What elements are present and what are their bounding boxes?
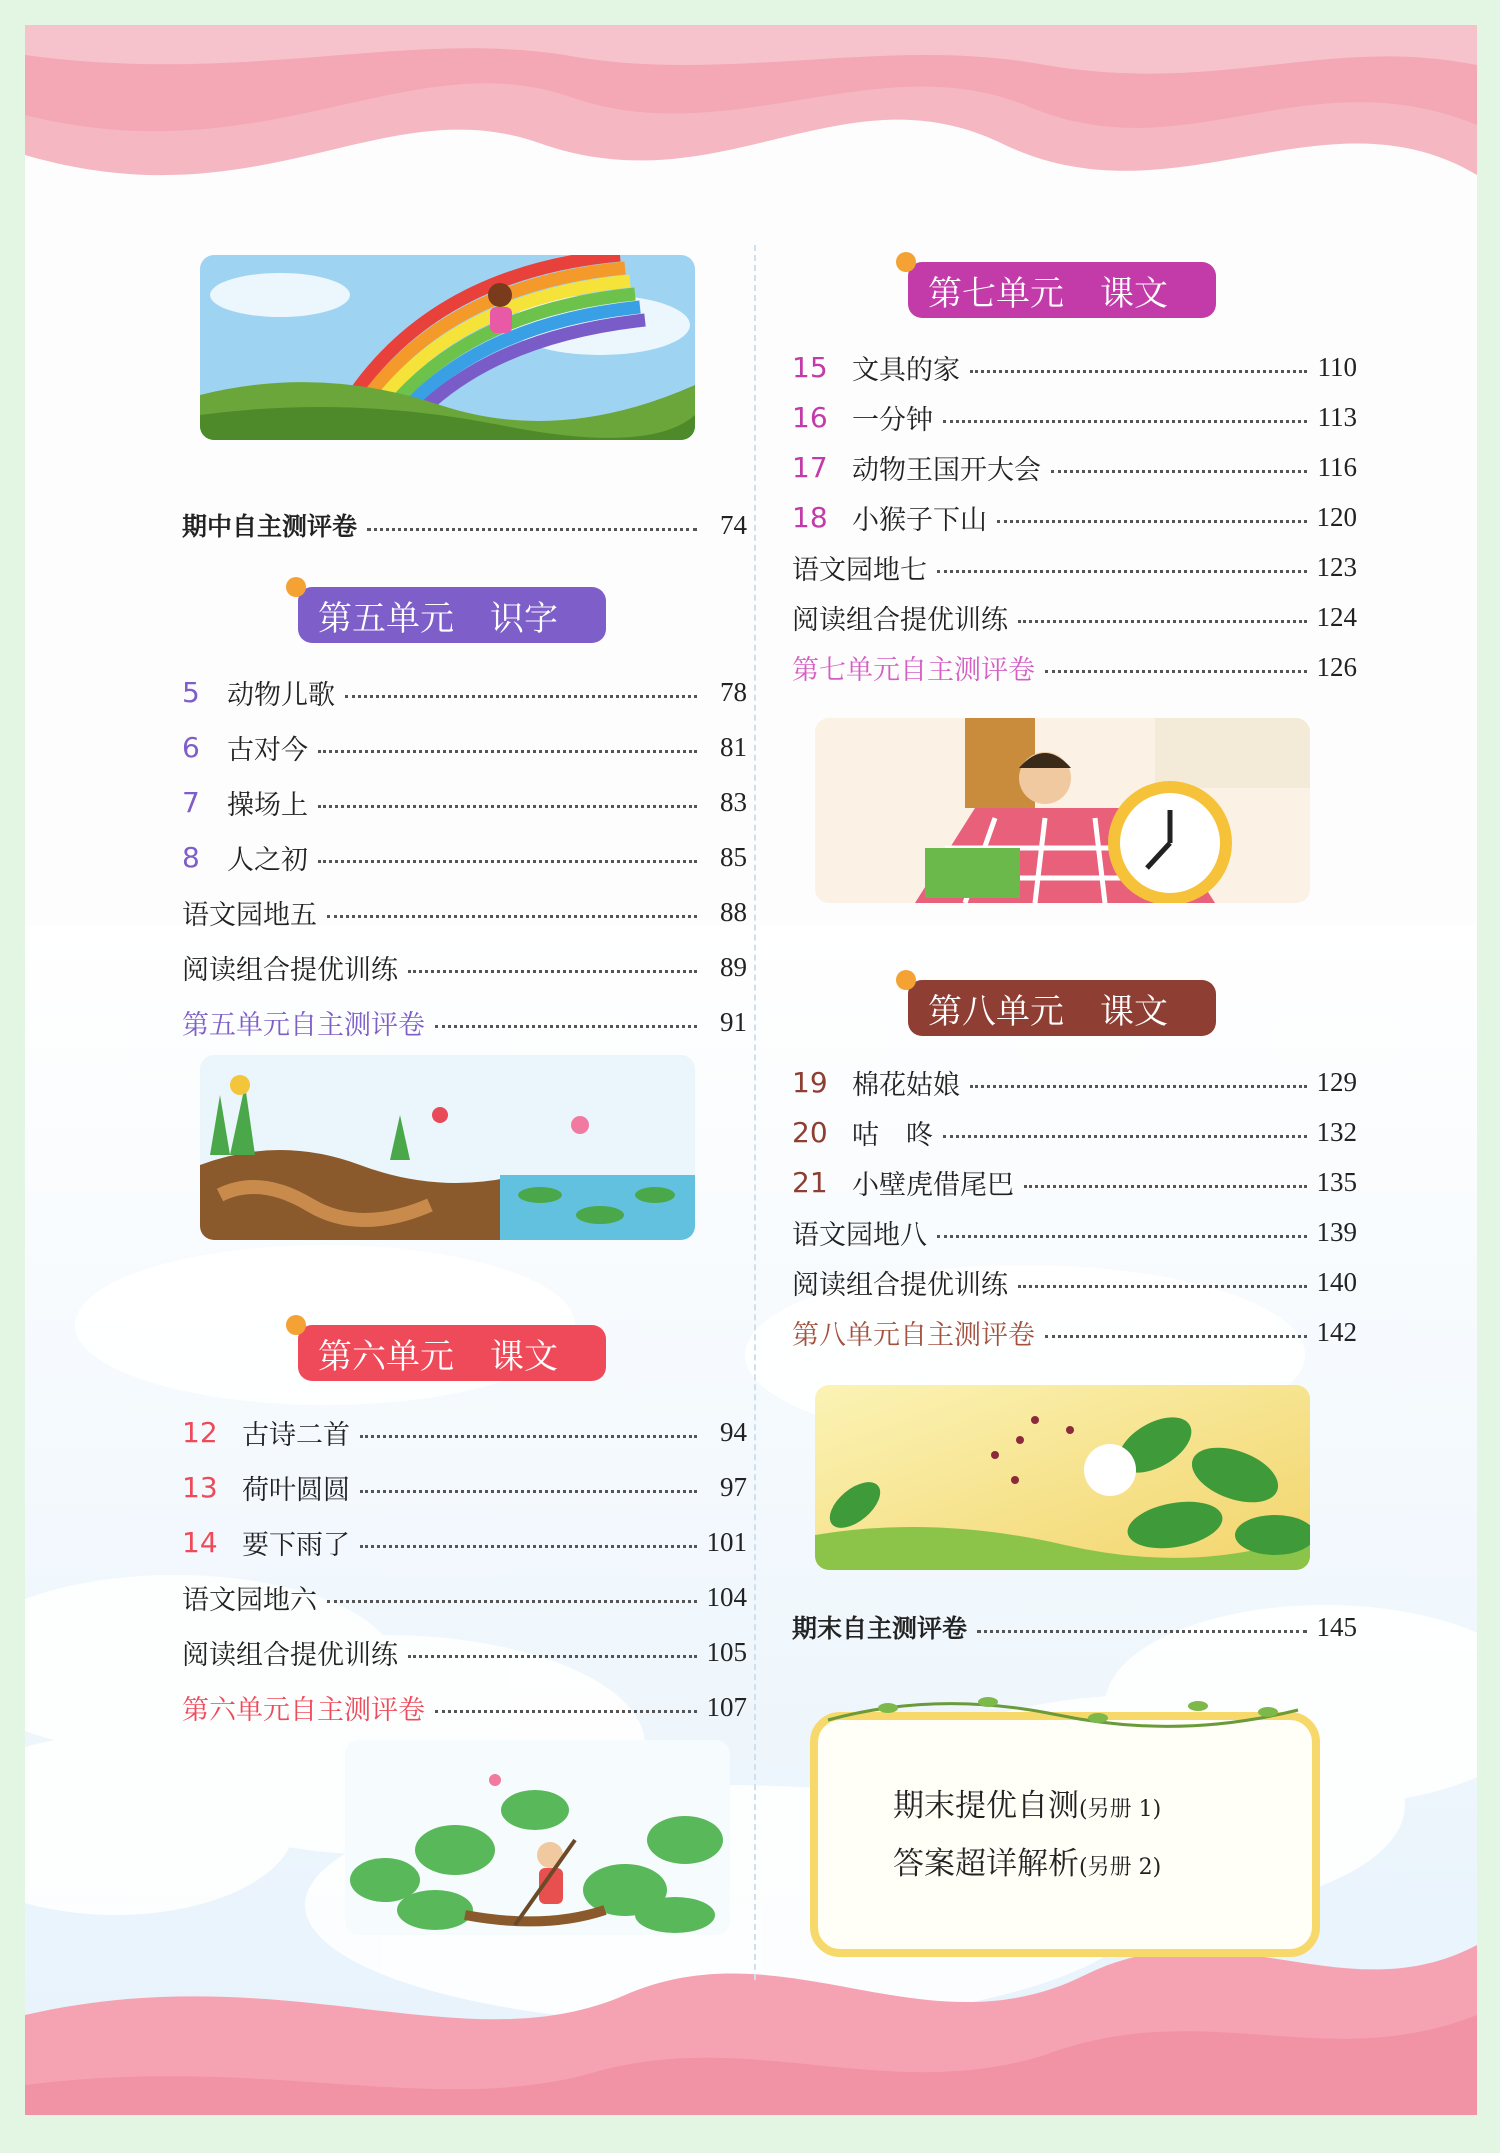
toc-title: 棉花姑娘 — [852, 1069, 960, 1101]
leader-dots — [1045, 1335, 1307, 1338]
lesson-number: 14 — [182, 1525, 218, 1559]
page-number: 113 — [1317, 401, 1357, 432]
toc-title: 咕 咚 — [852, 1119, 933, 1151]
toc-title: 第六单元自主测评卷 — [182, 1694, 425, 1726]
garden-illustration — [200, 1055, 695, 1240]
toc-row-garden[interactable] — [182, 890, 747, 934]
banner-dot — [896, 252, 916, 272]
page-number: 132 — [1316, 1116, 1357, 1147]
leader-dots — [937, 570, 1307, 573]
leader-dots — [435, 1025, 697, 1028]
toc-title: 语文园地五 — [182, 899, 317, 931]
banner-unit-name: 第六单元 — [318, 1336, 454, 1377]
rainbow-illustration — [200, 255, 695, 440]
toc-title: 荷叶圆圆 — [242, 1474, 350, 1506]
banner-unit-type: 课文 — [1100, 273, 1168, 314]
lesson-number: 21 — [792, 1165, 828, 1199]
page-number: 97 — [720, 1471, 747, 1502]
page-number: 91 — [720, 1006, 747, 1037]
leader-dots — [408, 970, 697, 973]
toc-title: 文具的家 — [852, 354, 960, 386]
toc-row[interactable] — [792, 445, 1357, 489]
lesson-number: 7 — [182, 785, 200, 819]
lesson-number: 17 — [792, 450, 828, 484]
page-number: 107 — [706, 1691, 747, 1722]
toc-title: 语文园地七 — [792, 554, 927, 586]
leader-dots — [367, 528, 697, 531]
leader-dots — [318, 750, 697, 753]
page-number: 124 — [1316, 601, 1357, 632]
page-number: 104 — [706, 1581, 747, 1612]
leader-dots — [360, 1435, 697, 1438]
toc-title: 阅读组合提优训练 — [182, 954, 398, 986]
toc-title: 第八单元自主测评卷 — [792, 1319, 1035, 1351]
toc-row-unit-test[interactable] — [792, 645, 1357, 689]
lesson-number: 6 — [182, 730, 200, 764]
toc-row-reading[interactable] — [182, 1630, 747, 1674]
leader-dots — [360, 1545, 697, 1548]
page-number: 101 — [706, 1526, 747, 1557]
toc-row[interactable] — [792, 495, 1357, 539]
toc-row[interactable] — [792, 345, 1357, 389]
toc-title: 动物儿歌 — [227, 679, 335, 711]
toc-title: 第五单元自主测评卷 — [182, 1009, 425, 1041]
supplementary-volumes-box — [810, 1712, 1320, 1957]
cotton-plant-illustration — [815, 1385, 1310, 1570]
toc-row[interactable] — [182, 670, 747, 714]
leader-dots — [1045, 670, 1307, 673]
banner-unit-type: 课文 — [490, 1336, 558, 1377]
page-number: 116 — [1317, 451, 1357, 482]
toc-title: 动物王国开大会 — [852, 454, 1041, 486]
lesson-number: 15 — [792, 350, 828, 384]
toc-row-garden[interactable] — [792, 1210, 1357, 1254]
unit7-banner — [908, 262, 1216, 318]
toc-row-final[interactable] — [792, 1605, 1357, 1649]
toc-title: 期末自主测评卷 — [792, 1614, 968, 1643]
banner-dot — [286, 577, 306, 597]
toc-row[interactable] — [182, 725, 747, 769]
leader-dots — [943, 1135, 1307, 1138]
extra-title: 答案超详解析 — [893, 1846, 1079, 1882]
toc-row-unit-test[interactable] — [792, 1310, 1357, 1354]
page-number: 142 — [1316, 1316, 1357, 1347]
page-number: 81 — [720, 731, 747, 762]
page-number: 83 — [720, 786, 747, 817]
leader-dots — [435, 1710, 697, 1713]
banner-dot — [286, 1315, 306, 1335]
page-number: 139 — [1316, 1216, 1357, 1247]
toc-row[interactable] — [182, 780, 747, 824]
page-number: 145 — [1316, 1611, 1357, 1642]
unit8-banner — [908, 980, 1216, 1036]
toc-row[interactable] — [182, 835, 747, 879]
extra-note: (另册 1) — [1079, 1797, 1162, 1822]
page-number: 110 — [1317, 351, 1357, 382]
toc-title: 第七单元自主测评卷 — [792, 654, 1035, 686]
page-number: 105 — [706, 1636, 747, 1667]
toc-row[interactable] — [792, 1110, 1357, 1154]
page-number: 120 — [1316, 501, 1357, 532]
toc-row[interactable] — [792, 395, 1357, 439]
leader-dots — [997, 520, 1307, 523]
toc-row-reading[interactable] — [792, 1260, 1357, 1304]
banner-unit-name: 第七单元 — [928, 273, 1064, 314]
leader-dots — [943, 420, 1307, 423]
toc-title: 阅读组合提优训练 — [792, 604, 1008, 636]
page-number: 74 — [720, 509, 747, 540]
vine-decoration — [818, 1680, 1312, 1740]
toc-title: 古对今 — [227, 734, 308, 766]
lesson-number: 19 — [792, 1065, 828, 1099]
column-divider — [754, 245, 756, 1980]
toc-row-reading[interactable] — [792, 595, 1357, 639]
toc-row[interactable] — [792, 1160, 1357, 1204]
leader-dots — [318, 860, 697, 863]
toc-title: 小壁虎借尾巴 — [852, 1169, 1014, 1201]
toc-page — [25, 25, 1477, 2115]
page-number: 135 — [1316, 1166, 1357, 1197]
toc-row-unit-test[interactable] — [182, 1000, 747, 1044]
page-number: 126 — [1316, 651, 1357, 682]
leader-dots — [1024, 1185, 1307, 1188]
lesson-number: 20 — [792, 1115, 828, 1149]
page-number: 89 — [720, 951, 747, 982]
toc-row-garden[interactable] — [792, 545, 1357, 589]
toc-title: 小猴子下山 — [852, 504, 987, 536]
toc-title: 期中自主测评卷 — [182, 512, 358, 541]
toc-row[interactable] — [182, 1410, 747, 1454]
lesson-number: 16 — [792, 400, 828, 434]
toc-title: 一分钟 — [852, 404, 933, 436]
leader-dots — [1018, 1285, 1307, 1288]
lesson-number: 13 — [182, 1470, 218, 1504]
toc-title: 古诗二首 — [242, 1419, 350, 1451]
toc-row[interactable] — [182, 1520, 747, 1564]
lesson-number: 5 — [182, 675, 200, 709]
toc-title: 阅读组合提优训练 — [792, 1269, 1008, 1301]
toc-title: 阅读组合提优训练 — [182, 1639, 398, 1671]
banner-unit-type: 识字 — [490, 598, 558, 639]
leader-dots — [970, 370, 1307, 373]
lesson-number: 8 — [182, 840, 200, 874]
toc-row[interactable] — [182, 1465, 747, 1509]
page-number: 78 — [720, 676, 747, 707]
unit5-banner — [298, 587, 606, 643]
page-number: 140 — [1316, 1266, 1357, 1297]
page-number: 88 — [720, 896, 747, 927]
boy-clock-illustration — [815, 718, 1310, 903]
banner-dot — [896, 970, 916, 990]
unit6-banner — [298, 1325, 606, 1381]
leader-dots — [977, 1630, 1306, 1633]
toc-row[interactable] — [792, 1060, 1357, 1104]
banner-unit-name: 第五单元 — [318, 598, 454, 639]
toc-title: 语文园地六 — [182, 1584, 317, 1616]
leader-dots — [318, 805, 697, 808]
page-number: 85 — [720, 841, 747, 872]
lesson-number: 12 — [182, 1415, 218, 1449]
lesson-number: 18 — [792, 500, 828, 534]
toc-row-midterm[interactable] — [182, 503, 747, 547]
leader-dots — [970, 1085, 1307, 1088]
lotus-pond-illustration — [345, 1740, 730, 1935]
toc-title: 语文园地八 — [792, 1219, 927, 1251]
banner-unit-name: 第八单元 — [928, 991, 1064, 1032]
toc-row-reading[interactable] — [182, 945, 747, 989]
toc-title: 操场上 — [227, 789, 308, 821]
extra-title: 期末提优自测 — [893, 1788, 1079, 1824]
banner-unit-type: 课文 — [1100, 991, 1168, 1032]
toc-title: 要下雨了 — [242, 1529, 350, 1561]
leader-dots — [937, 1235, 1307, 1238]
toc-row-garden[interactable] — [182, 1575, 747, 1619]
leader-dots — [327, 915, 697, 918]
leader-dots — [408, 1655, 697, 1658]
page-number: 94 — [720, 1416, 747, 1447]
leader-dots — [345, 695, 697, 698]
toc-title: 人之初 — [227, 844, 308, 876]
leader-dots — [327, 1600, 697, 1603]
leader-dots — [360, 1490, 697, 1493]
extra-volume-1 — [893, 1780, 1161, 1825]
page-number: 123 — [1316, 551, 1357, 582]
page-number: 129 — [1316, 1066, 1357, 1097]
toc-row-unit-test[interactable] — [182, 1685, 747, 1729]
extra-note: (另册 2) — [1079, 1855, 1162, 1880]
extra-volume-2 — [893, 1838, 1161, 1883]
leader-dots — [1051, 470, 1307, 473]
leader-dots — [1018, 620, 1307, 623]
